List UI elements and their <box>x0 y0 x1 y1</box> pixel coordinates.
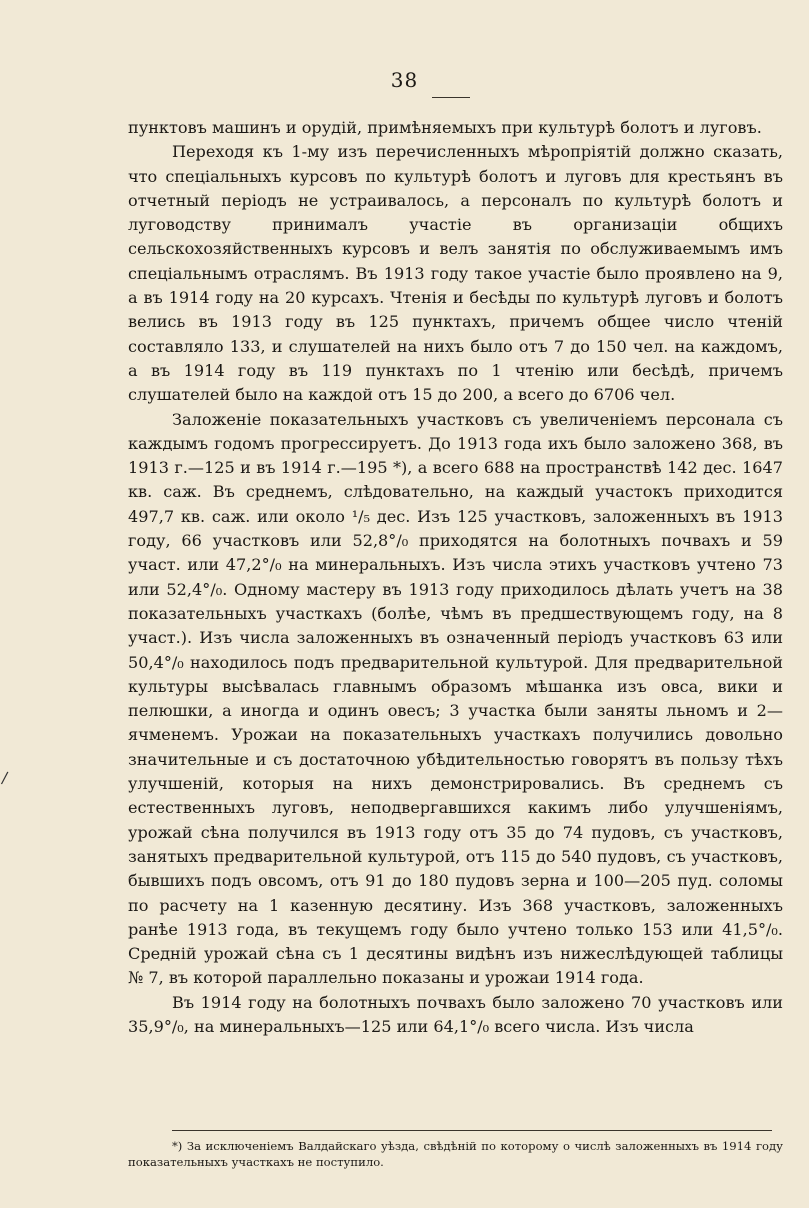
paragraph-continued: пунктовъ машинъ и орудій, примѣняемыхъ при культурѣ болотъ и луговъ. <box>128 118 762 137</box>
margin-pencil-mark: / <box>0 767 9 788</box>
paragraph-1914-plots: Въ 1914 году на болотныхъ почвахъ было заложено 70 участковъ или 35,9°/₀, на минеральныхъ—125 или 64,1°/₀ всего числа. Изъ числа <box>128 992 783 1036</box>
body-text <box>128 116 783 1039</box>
footnote-text: *) За исключеніемъ Валдайскаго уѣзда, свѣдѣній по которому о числѣ заложенныхъ въ 1914 году показательныхъ участкахъ не поступило. <box>128 1139 783 1169</box>
paragraph-demonstration-plots: Заложеніе показательныхъ участковъ съ увеличеніемъ персонала съ каждымъ годомъ прогрессируетъ. До 1913 года ихъ было заложено 368, въ 1913 г.—125 и въ 1914 г.—195 *), а всего 688 на пространствѣ 142 дес. 1647 кв. саж. Въ среднемъ, слѣдовательно, на каждый участокъ приходится 497,7 кв. саж. или около ¹/₅ дес. Изъ 125 участковъ, заложенныхъ въ 1913 году, 66 участковъ или 52,8°/₀ приходятся на болотныхъ почвахъ и 59 участ. или 47,2°/₀ на минеральныхъ. Изъ числа этихъ участковъ учтено 73 или 52,4°/₀. Одному мастеру въ 1913 году приходилось дѣлать учетъ на 38 показательныхъ участкахъ (болѣе, чѣмъ въ предшествующемъ году, на 8 участ.). Изъ числа заложенныхъ въ означенный періодъ участковъ 63 или 50,4°/₀ находилось подъ предварительной культурой. Для предварительной культуры высѣвалась главнымъ образомъ мѣшанка изъ овса, вики и пелюшки, а иногда и одинъ овесъ; 3 участка были заняты льномъ и 2—ячменемъ. Урожаи на показательныхъ участкахъ получились довольно значительные и съ достаточною убѣдительностью говорятъ въ пользу тѣхъ улучшеній, которыя на нихъ демонстрировались. Въ среднемъ съ естественныхъ луговъ, неподвергавшихся какимъ либо улучшеніямъ, урожай сѣна получился въ 1913 году отъ 35 до 74 пудовъ, съ участковъ, занятыхъ предварительной культурой, отъ 115 до 540 пудовъ, съ участковъ, бывшихъ подъ овсомъ, отъ 91 до 180 пудовъ зерна и 100—205 пуд. соломы по расчету на 1 казенную десятину. Изъ 368 участковъ, заложенныхъ ранѣе 1913 года, въ текущемъ году было учтено только 153 или 41,5°/₀. Средній урожай сѣна съ 1 десятины видѣнъ изъ нижеслѣдующей таблицы № 7, въ которой параллельно показаны и урожаи 1914 года. <box>128 409 783 988</box>
footnote <box>128 1138 783 1170</box>
footnote-divider <box>172 1130 772 1131</box>
paragraph-courses: Переходя къ 1-му изъ перечисленныхъ мѣропріятій должно сказать, что спеціальныхъ курсовъ по культурѣ болотъ и луговъ для крестьянъ въ отчетный періодъ не устраивалось, а персоналъ по культурѣ болотъ и луговодству принималъ участіе въ организаціи общихъ сельскохозяйственныхъ курсовъ и велъ занятія по обслуживаемымъ имъ спеціальнымъ отраслямъ. Въ 1913 году такое участіе было проявлено на 9, а въ 1914 году на 20 курсахъ. Чтенія и бесѣды по культурѣ луговъ и болотъ велись въ 1913 году въ 125 пунктахъ, причемъ общее число чтеній составляло 133, и слушателей на нихъ было отъ 7 до 150 чел. на каждомъ, а въ 1914 году въ 119 пунктахъ по 1 чтенію или бесѣдѣ, причемъ слушателей было на каждой отъ 15 до 200, а всего до 6706 чел. <box>128 142 783 405</box>
page-number-underline <box>432 97 470 98</box>
page-number: 38 <box>390 68 419 92</box>
